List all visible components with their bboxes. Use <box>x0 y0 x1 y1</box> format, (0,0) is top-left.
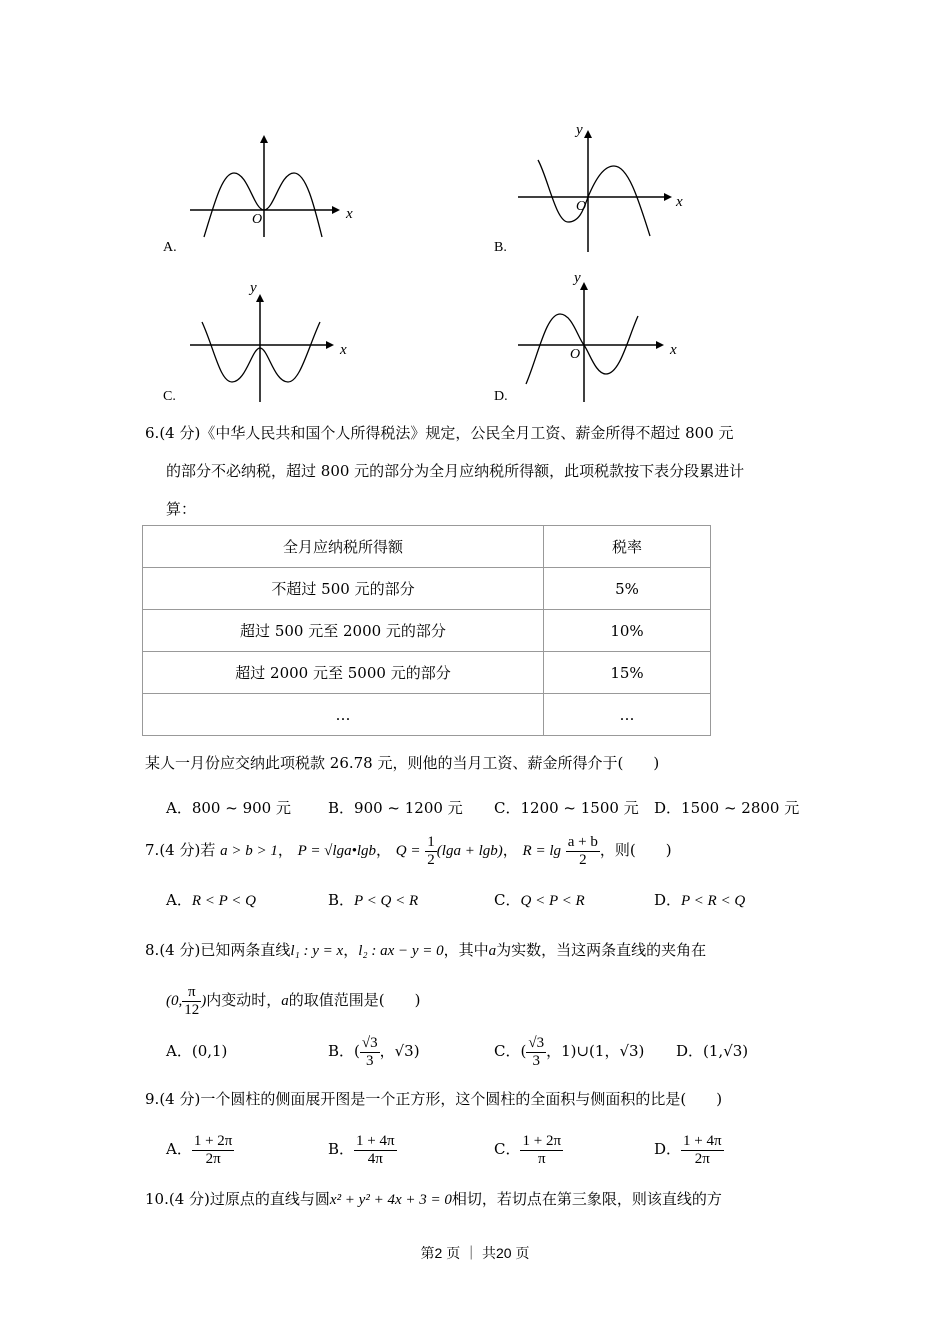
q7-Q-pre: Q = <box>395 843 421 859</box>
y-arrow-icon <box>584 130 592 138</box>
q7-number: 7. <box>145 841 160 859</box>
frac-den: π <box>537 1150 546 1167</box>
q7-ruo: 若 <box>200 841 216 859</box>
origin-label: O <box>576 199 587 214</box>
q8-option-d <box>676 1031 748 1071</box>
option-letter: D． <box>676 1042 704 1060</box>
q6-line3: 算： <box>166 500 197 518</box>
q7-score: (4 分) <box>159 841 201 859</box>
frac-num: 1 + 2π <box>522 1132 562 1149</box>
q6-score: (4 分) <box>159 424 201 442</box>
x-label: x <box>670 342 677 358</box>
q8-text4: 内变动时， <box>206 991 282 1009</box>
table-row <box>143 694 711 736</box>
q7-R-pre: R = lg <box>522 843 561 859</box>
graph-c <box>180 278 360 408</box>
curve <box>538 160 650 236</box>
option-expr: R < P < Q <box>191 893 256 909</box>
option-letter: D． <box>654 891 682 909</box>
graph-a-label: A. <box>163 240 177 255</box>
q6-option-c: C．1200 ~ 1500 元 <box>494 799 639 817</box>
q8-interval-post: ) <box>201 993 207 1009</box>
option-letter: C． <box>494 891 521 909</box>
q8-text5: 的取值范围是( ) <box>288 991 421 1009</box>
table-row <box>143 568 711 610</box>
x-arrow-icon <box>332 206 340 214</box>
option-letter: B． <box>328 1042 355 1060</box>
option-expr: ，√3) <box>379 1042 420 1060</box>
q6-number: 6. <box>145 424 160 442</box>
q10-post: 相切，若切点在第三象限，则该直线的方 <box>451 1190 722 1208</box>
frac-den: 2 <box>579 851 587 868</box>
y-label: y <box>250 280 257 296</box>
q6-line1 <box>145 423 734 443</box>
option-letter: B． <box>328 1140 355 1158</box>
x-arrow-icon <box>664 193 672 201</box>
y-label: y <box>576 122 583 138</box>
q7-Q-frac <box>425 834 437 869</box>
q6-option-d: D．1500 ~ 2800 元 <box>654 799 800 817</box>
q8-text3: 为实数，当这两条直线的夹角在 <box>496 941 707 959</box>
table-row <box>143 610 711 652</box>
q7-P: P = √lga•lgb <box>297 843 377 859</box>
q6-option-a: A．800 ~ 900 元 <box>166 799 291 817</box>
q10-pre: 过原点的直线与圆 <box>209 1190 330 1208</box>
table-header-cell: 税率 <box>544 526 711 568</box>
q6-text1: 《中华人民共和国个人所得税法》规定，公民全月工资、薪金所得不超过 800 元 <box>200 424 734 442</box>
q9-option-c <box>494 1129 563 1169</box>
origin-label: O <box>252 212 263 227</box>
q10-line <box>145 1189 722 1210</box>
option-expr: (0,1) <box>191 1042 228 1060</box>
table-cell: 超过 500 元至 2000 元的部分 <box>143 610 544 652</box>
x-label: x <box>340 342 347 358</box>
option-frac <box>520 1133 563 1168</box>
graph-b-label: B. <box>494 240 507 255</box>
q10-eq: x² + y² + 4x + 3 = 0 <box>329 1192 452 1208</box>
graph-d <box>510 266 690 408</box>
curve <box>204 173 322 237</box>
table-cell: … <box>544 694 711 736</box>
q7-R-frac <box>566 834 600 869</box>
q7-cond: a > b > 1 <box>220 843 278 859</box>
option-frac <box>354 1133 397 1168</box>
option-frac <box>681 1133 724 1168</box>
frac-num: 1 + 4π <box>356 1132 395 1149</box>
frac-den: 3 <box>366 1052 374 1069</box>
q6-question: 某人一月份应交纳此项税款 26.78 元，则他的当月工资、薪金所得介于( ) <box>145 754 660 772</box>
q8-interval-pre: (0, <box>166 993 183 1009</box>
table-cell: 超过 2000 元至 5000 元的部分 <box>143 652 544 694</box>
q8-option-c: C．( $\frac{√3}{3}$ ，1)∪(1，√3) <box>494 1034 645 1069</box>
frac-num: π <box>182 984 201 1002</box>
q7-Q-post: (lga + lgb) <box>436 843 503 859</box>
option-expr: (1,√3) <box>703 1042 749 1060</box>
q9-option-d <box>654 1129 724 1169</box>
q8-number: 8. <box>145 941 160 959</box>
q8-text2: ，其中 <box>443 941 489 959</box>
curve <box>526 314 638 384</box>
q8-a2: a <box>281 993 289 1009</box>
frac-den: 12 <box>184 1001 200 1018</box>
graph-b <box>510 118 690 258</box>
option-expr: P < Q < R <box>354 893 419 909</box>
q9-score: (4 分) <box>159 1090 201 1108</box>
table-cell: 不超过 500 元的部分 <box>143 568 544 610</box>
graph-c-label: C. <box>163 389 176 404</box>
option-letter: B． <box>328 891 355 909</box>
tax-table <box>142 525 711 736</box>
graph-a <box>180 125 360 255</box>
x-arrow-icon <box>656 341 664 349</box>
graph-d-label: D. <box>494 389 508 404</box>
q9-number: 9. <box>145 1090 160 1108</box>
option-frac <box>360 1035 380 1070</box>
q8-text1: 已知两条直线 <box>200 941 291 959</box>
y-arrow-icon <box>260 135 268 143</box>
q8-a: a <box>488 943 497 959</box>
option-letter: A． <box>166 891 192 909</box>
option-frac <box>526 1035 546 1070</box>
table-cell: 5% <box>544 568 711 610</box>
curve <box>202 322 320 382</box>
table-cell: … <box>143 694 544 736</box>
frac-num: a + b <box>567 833 598 850</box>
q8-line2 <box>166 980 420 1021</box>
frac-num: 1 <box>427 833 435 850</box>
q6-line2: 的部分不必纳税，超过 800 元的部分为全月应纳税所得额，此项税款按下表分段累进计 <box>166 462 745 480</box>
page-footer: 第2 页 ｜ 共20 页 <box>420 1245 530 1261</box>
frac-num: 1 + 2π <box>193 1132 233 1149</box>
q7-option-d <box>654 890 745 911</box>
table-row <box>143 652 711 694</box>
q8-score: (4 分) <box>159 941 201 959</box>
q7-option-b <box>328 890 418 911</box>
q8-line1: 8.(4 分)已知两条直线l₁ : y = x，l₂ : ax − y = 0，其中a为实数，当这两条直线的夹角在 <box>145 941 707 959</box>
y-label: y <box>574 270 581 286</box>
option-letter: C． <box>494 1140 521 1158</box>
origin-label: O <box>570 347 581 362</box>
q7-line: 7.(4 分)若 a > b > 1， P = √lga•lgb， Q = $\frac{1}{2}$ (lga + lgb)， R = lg $\frac{a + b}{2}$ ，则( ) <box>145 833 672 868</box>
option-expr: Q < P < R <box>520 893 585 909</box>
q7-ze: ，则( ) <box>599 841 672 859</box>
option-expr: ，1)∪(1，√3) <box>546 1042 645 1060</box>
frac-den: 2 <box>427 851 435 868</box>
q10-score: (4 分) <box>168 1190 210 1208</box>
option-letter: A． <box>166 1140 192 1158</box>
frac-num: 1 + 4π <box>683 1132 722 1149</box>
q7-option-a <box>166 890 256 911</box>
option-expr: P < R < Q <box>681 893 746 909</box>
frac-den: 3 <box>532 1052 540 1069</box>
q6-option-b: B．900 ~ 1200 元 <box>328 799 463 817</box>
frac-den: 2π <box>694 1150 710 1167</box>
option-frac <box>192 1133 235 1168</box>
y-arrow-icon <box>256 294 264 302</box>
y-arrow-icon <box>580 282 588 290</box>
table-cell: 10% <box>544 610 711 652</box>
q9-option-b <box>328 1129 397 1169</box>
q9-line <box>145 1089 722 1109</box>
q7-option-c <box>494 890 585 911</box>
q8-pi-frac <box>182 984 201 1019</box>
option-letter: D． <box>654 1140 682 1158</box>
q8-l1: l₁ : y = x <box>290 943 344 959</box>
frac-den: 4π <box>367 1150 383 1167</box>
q10-number: 10. <box>145 1190 169 1208</box>
frac-den: 2π <box>205 1150 221 1167</box>
q8-l2: l₂ : ax − y = 0 <box>358 943 444 959</box>
frac-num: √3 <box>361 1034 378 1051</box>
x-label: x <box>346 206 353 222</box>
frac-num: √3 <box>528 1034 545 1051</box>
q9-text: 一个圆柱的侧面展开图是一个正方形，这个圆柱的全面积与侧面积的比是( ) <box>200 1090 723 1108</box>
option-letter: C． <box>494 1042 521 1060</box>
x-label: x <box>676 194 683 210</box>
q8-option-a <box>166 1031 227 1071</box>
table-header-row <box>143 526 711 568</box>
table-cell: 15% <box>544 652 711 694</box>
option-letter: A． <box>166 1042 192 1060</box>
q8-option-b: B．( $\frac{√3}{3}$ ，√3) <box>328 1034 420 1069</box>
q9-option-a <box>166 1129 234 1169</box>
x-arrow-icon <box>326 341 334 349</box>
table-header-cell: 全月应纳税所得额 <box>143 526 544 568</box>
